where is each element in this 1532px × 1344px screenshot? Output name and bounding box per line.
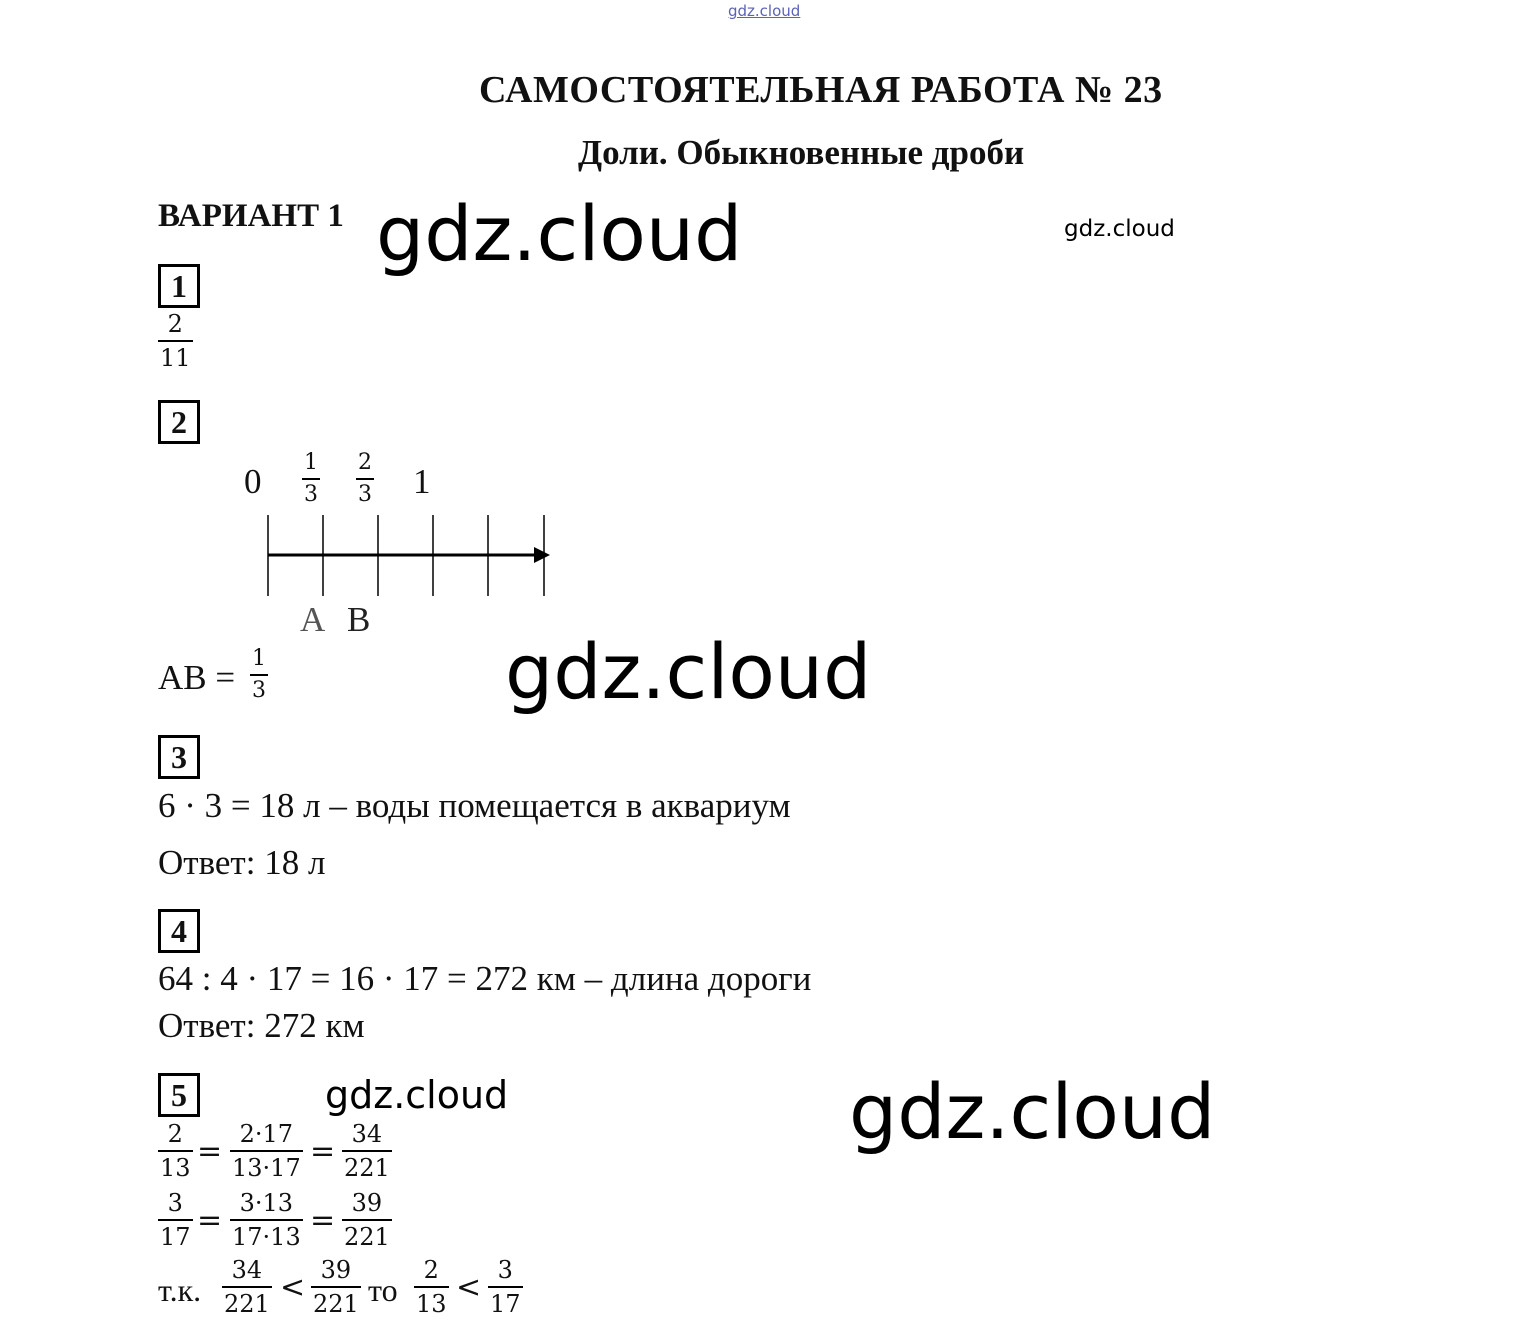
- numerator: 3·13: [239, 1189, 294, 1217]
- equals-sign: =: [310, 1134, 336, 1169]
- equals-sign: =: [310, 1203, 336, 1238]
- denominator: 221: [222, 1286, 272, 1316]
- task5-conclusion-fraction-2: [311, 1258, 361, 1316]
- task5-row2-fraction-2: [230, 1191, 303, 1249]
- numerator: 39: [320, 1256, 352, 1284]
- task5-row2-fraction-1: [158, 1191, 193, 1249]
- point-label-b: B: [347, 600, 371, 639]
- task3-solution: 6 · 3 = 18 л – воды помещается в аквариум: [158, 786, 791, 825]
- number-line-label-zero: 0: [244, 462, 262, 501]
- equals-sign: =: [197, 1203, 223, 1238]
- numerator: 2·17: [239, 1120, 294, 1148]
- point-label-a: A: [300, 600, 326, 639]
- task2-answer-prefix: AB =: [158, 658, 236, 697]
- less-than-sign: <: [456, 1270, 482, 1305]
- since-prefix: т.к.: [158, 1272, 202, 1308]
- numerator: 39: [351, 1189, 383, 1217]
- numerator: 3: [167, 1189, 183, 1217]
- denominator: 17: [488, 1286, 523, 1316]
- task5-conclusion-fraction-1: [222, 1258, 272, 1316]
- number-line-label-two-thirds: [356, 452, 374, 506]
- task-number-5: 5: [158, 1073, 200, 1117]
- task2-answer-fraction: [250, 648, 268, 702]
- denominator: 11: [158, 340, 193, 370]
- watermark-large: gdz.cloud: [376, 189, 743, 278]
- task4-solution: 64 : 4 · 17 = 16 · 17 = 272 км – длина дороги: [158, 959, 812, 998]
- number-line-label-one: 1: [413, 462, 431, 501]
- denominator: 221: [342, 1219, 392, 1249]
- numerator: 2: [167, 310, 183, 338]
- less-than-sign: <: [280, 1270, 306, 1305]
- watermark-large: gdz.cloud: [505, 627, 872, 716]
- numerator: 3: [497, 1256, 513, 1284]
- equals-sign: =: [197, 1134, 223, 1169]
- denominator: 221: [342, 1150, 392, 1180]
- denominator: 17·13: [230, 1219, 303, 1249]
- numerator: 2: [358, 450, 372, 475]
- denominator: 13: [158, 1150, 193, 1180]
- numerator: 2: [167, 1120, 183, 1148]
- denominator: 17: [158, 1219, 193, 1249]
- then-word: то: [368, 1272, 398, 1308]
- task5-conclusion-fraction-4: [488, 1258, 523, 1316]
- task3-answer: Ответ: 18 л: [158, 843, 326, 882]
- task-number-1: 1: [158, 264, 200, 308]
- watermark-medium: gdz.cloud: [325, 1073, 509, 1117]
- numerator: 1: [304, 450, 318, 475]
- task-number-2: 2: [158, 400, 200, 444]
- denominator: 3: [356, 478, 374, 506]
- number-line-label-one-third: [302, 452, 320, 506]
- denominator: 13·17: [230, 1150, 303, 1180]
- denominator: 3: [302, 478, 320, 506]
- task-number-3: 3: [158, 735, 200, 779]
- denominator: 3: [250, 674, 268, 702]
- task5-conclusion-fraction-3: [414, 1258, 449, 1316]
- task1-answer-fraction: [158, 312, 193, 370]
- numerator: 1: [252, 646, 266, 671]
- numerator: 34: [351, 1120, 383, 1148]
- task5-row1-fraction-1: [158, 1122, 193, 1180]
- denominator: 221: [311, 1286, 361, 1316]
- task5-row2-fraction-3: [342, 1191, 392, 1249]
- page-subtitle: Доли. Обыкновенные дроби: [578, 133, 1025, 172]
- number-line: [260, 510, 560, 602]
- task5-row1-fraction-3: [342, 1122, 392, 1180]
- watermark-top-right: gdz.cloud: [1064, 216, 1175, 242]
- page-title: САМОСТОЯТЕЛЬНАЯ РАБОТА № 23: [479, 69, 1163, 111]
- task5-row1-fraction-2: [230, 1122, 303, 1180]
- numerator: 34: [231, 1256, 263, 1284]
- numerator: 2: [423, 1256, 439, 1284]
- watermark-large: gdz.cloud: [849, 1067, 1216, 1156]
- task4-answer: Ответ: 272 км: [158, 1006, 365, 1045]
- denominator: 13: [414, 1286, 449, 1316]
- task-number-4: 4: [158, 909, 200, 953]
- watermark-top: gdz.cloud: [728, 2, 801, 20]
- axis-arrowhead: [534, 547, 550, 563]
- variant-heading: ВАРИАНТ 1: [158, 198, 344, 234]
